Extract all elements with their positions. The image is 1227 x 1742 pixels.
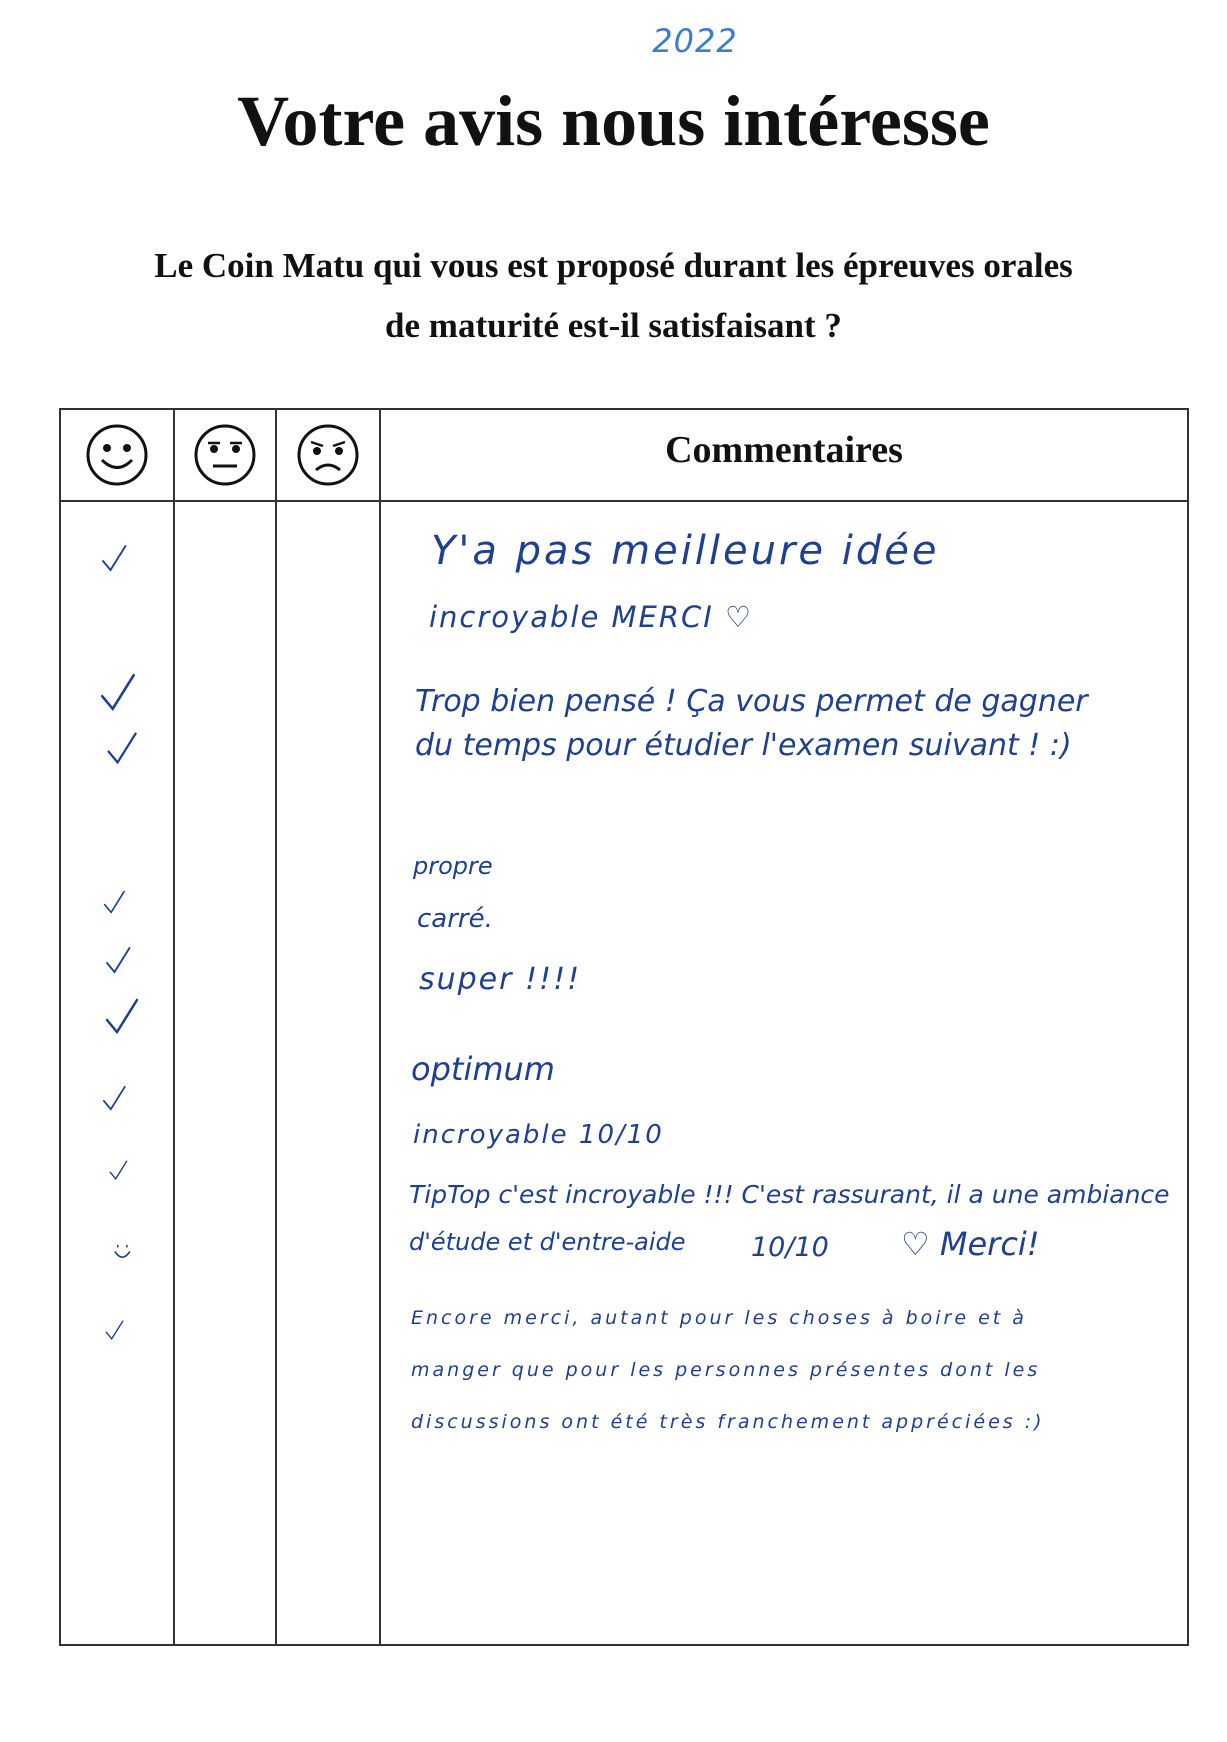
- smiley-mark: [110, 1239, 136, 1265]
- year-note: 2022: [652, 22, 738, 60]
- column-divider: [173, 410, 175, 1644]
- happy-column-header: [61, 410, 173, 500]
- comment-entry: optimum: [411, 1050, 555, 1088]
- comment-entry: Encore merci, autant pour les choses à boire et à manger que pour les personnes présentes dont les discussions ont été très franchement appréciées :): [411, 1307, 1045, 1433]
- comment-entry: incroyable MERCI ♡: [429, 600, 754, 634]
- check-mark: [105, 730, 141, 766]
- unhappy-column-header: [277, 410, 379, 500]
- happy-face-icon: [85, 423, 149, 487]
- check-mark: [108, 1159, 130, 1181]
- comment-entry: d'étude et d'entre-aide: [409, 1228, 686, 1256]
- check-mark: [98, 671, 140, 713]
- unhappy-face-icon: [296, 423, 360, 487]
- neutral-column-header: [175, 410, 275, 500]
- column-divider: [275, 410, 277, 1644]
- page-title: Votre avis nous intéresse: [237, 81, 990, 161]
- check-mark: [103, 996, 143, 1036]
- check-mark: [100, 543, 130, 573]
- comment-entry: super !!!!: [419, 962, 582, 997]
- comment-entry: TipTop c'est incroyable !!! C'est rassurant, il a une ambiance: [409, 1180, 1170, 1209]
- comment-entry: propre: [413, 852, 493, 880]
- comments-column-header: Commentaires: [665, 429, 903, 471]
- comment-entry: ♡ Merci!: [901, 1225, 1040, 1263]
- check-mark: [104, 1319, 126, 1341]
- comment-entry: incroyable 10/10: [413, 1120, 664, 1150]
- comment-entry: Trop bien pensé ! Ça vous permet de gagner du temps pour étudier l'examen suivant ! :): [415, 684, 1088, 763]
- feedback-table: [59, 408, 1189, 1646]
- check-mark: [101, 1084, 129, 1112]
- comment-entry: Y'a pas meilleure idée: [431, 528, 940, 574]
- comment-entry: carré.: [417, 904, 493, 934]
- check-mark: [102, 889, 128, 915]
- question-line-2: de maturité est-il satisfaisant ?: [385, 306, 842, 345]
- check-mark: [104, 945, 134, 975]
- question-line-1: Le Coin Matu qui vous est proposé durant les épreuves orales: [154, 246, 1073, 285]
- comment-entry: 10/10: [751, 1232, 829, 1263]
- column-divider: [379, 410, 381, 1644]
- survey-question: [60, 236, 1167, 356]
- comments-area: [391, 500, 1179, 1644]
- neutral-face-icon: [193, 423, 257, 487]
